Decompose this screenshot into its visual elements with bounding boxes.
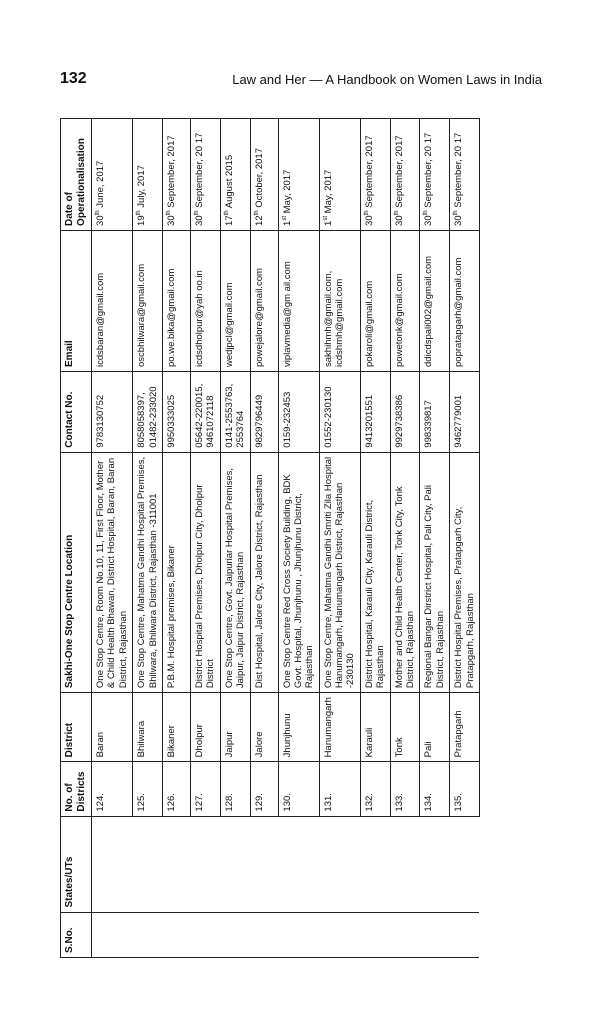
table-row	[220, 119, 250, 958]
date-suffix: th	[95, 210, 101, 216]
cell-sno	[162, 912, 190, 957]
cell-location: One Stop Centre Red Cross Society Building, BDK Govt. Hospital, Jhunjhunu , Jhunjhunu District, Rajasthan	[278, 452, 319, 692]
cell-district: Baran	[92, 693, 133, 762]
cell-contact: 9462779001	[450, 371, 480, 452]
table-row	[319, 119, 360, 958]
cell-contact: 9929738386	[390, 371, 420, 452]
cell-email: viplavmedia@gm ail.com	[278, 230, 319, 371]
cell-email: ddicdspali002@gmail.com	[420, 230, 450, 371]
cell-date	[92, 119, 133, 231]
table-row	[250, 119, 278, 958]
date-suffix: th	[193, 210, 200, 216]
cell-no: 135.	[450, 762, 480, 816]
header-location: Sakhi-One Stop Centre Location	[61, 452, 92, 692]
cell-sno	[190, 912, 220, 957]
cell-sno	[450, 912, 480, 957]
cell-contact: 05642-220015, 9461072118	[190, 371, 220, 452]
cell-date	[250, 119, 278, 231]
cell-location: One Stop Centre, Govt. Jaipuriar Hospital Premises, Jaipur, Jaipur District, Rajasthan	[220, 452, 250, 692]
cell-sno	[92, 912, 133, 957]
cell-district: Pratapgarh	[450, 693, 480, 762]
cell-date	[420, 119, 450, 231]
cell-sno	[360, 912, 390, 957]
table-row	[133, 119, 163, 958]
cell-state	[278, 816, 319, 912]
cell-no: 133.	[390, 762, 420, 816]
cell-date	[390, 119, 420, 231]
table-row	[278, 119, 319, 958]
date-suffix: th	[165, 210, 172, 216]
date-suffix: th	[453, 210, 460, 216]
cell-location: Dist Hospital, Jalore City, Jalore District, Rajasthan	[250, 452, 278, 692]
cell-email: po.we.bika@gmail.com	[162, 230, 190, 371]
cell-no: 129.	[250, 762, 278, 816]
date-day: 19	[136, 215, 148, 226]
header-state: States/UTs	[61, 816, 92, 912]
cell-contact: 8058058397, 01482-233020	[133, 371, 163, 452]
date-day: 17	[223, 215, 235, 226]
cell-email: powetonk@gmail.com	[390, 230, 420, 371]
cell-email: sakhihmh@gmail.com, icdshmh@gmail.com	[319, 230, 360, 371]
cell-location: One Stop Centre, Room No.10, 11, First Floor, Mother & Child Health Bhawan, District Hospital, Baran, Baran District, Rajasthan	[92, 452, 133, 692]
table-row	[190, 119, 220, 958]
cell-district: Tonk	[390, 693, 420, 762]
date-day: 30	[194, 215, 206, 226]
header-sno: S.No.	[61, 912, 92, 957]
date-rest: September, 20 17	[453, 132, 465, 211]
cell-state	[390, 816, 420, 912]
date-suffix: st	[281, 215, 288, 221]
cell-state	[190, 816, 220, 912]
cell-email: wedjpcl@gmail.com	[220, 230, 250, 371]
cell-state	[319, 816, 360, 912]
cell-state	[162, 816, 190, 912]
date-day: 30	[166, 215, 178, 226]
cell-state	[220, 816, 250, 912]
cell-date	[319, 119, 360, 231]
rotated-table-container	[60, 118, 542, 958]
cell-no: 132.	[360, 762, 390, 816]
date-rest: August 2015	[223, 154, 235, 211]
date-day: 30	[393, 215, 405, 226]
cell-state	[92, 816, 133, 912]
cell-location: One Stop Centre, Mahatma Gandhi Hospital Premises, Bhilwara, Bhilwara District, Rajasthan -311001	[133, 452, 163, 692]
cell-contact: 9783130752	[92, 371, 133, 452]
cell-date	[450, 119, 480, 231]
date-day: 30	[364, 215, 376, 226]
cell-district: Dholpur	[190, 693, 220, 762]
cell-state	[420, 816, 450, 912]
header-district: District	[61, 693, 92, 762]
page-number: 132	[60, 70, 87, 87]
table-row	[450, 119, 480, 958]
cell-date	[278, 119, 319, 231]
cell-location: District Hospital Premises, Dholpur City, Dholpur District	[190, 452, 220, 692]
cell-district: Hanumangarh	[319, 693, 360, 762]
cell-sno	[250, 912, 278, 957]
date-rest: September, 20 17	[194, 132, 206, 211]
cell-sno	[133, 912, 163, 957]
cell-date	[360, 119, 390, 231]
cell-sno	[319, 912, 360, 957]
date-suffix: th	[136, 210, 143, 216]
cell-contact: 9950333025	[162, 371, 190, 452]
cell-district: Pali	[420, 693, 450, 762]
cell-location: District Hospital Premises, Pratapgarh City, Pratapgarh, Rajasthan	[450, 452, 480, 692]
date-rest: July, 2017	[136, 165, 148, 211]
cell-no: 127.	[190, 762, 220, 816]
date-day: 1	[281, 220, 293, 226]
cell-email: icdsdholpur@yah oo.in	[190, 230, 220, 371]
cell-sno	[220, 912, 250, 957]
cell-no: 124.	[92, 762, 133, 816]
date-rest: September, 20 17	[423, 132, 435, 211]
cell-no: 126.	[162, 762, 190, 816]
date-suffix: th	[393, 210, 400, 216]
table-row	[390, 119, 420, 958]
cell-email: icdsbaran@gmail.com	[92, 230, 133, 371]
table-body	[92, 119, 480, 958]
date-suffix: th	[423, 210, 430, 216]
table-header-row	[61, 119, 92, 958]
cell-district: Jhunjhunu	[278, 693, 319, 762]
cell-state	[133, 816, 163, 912]
cell-district: Jaipur	[220, 693, 250, 762]
cell-date	[220, 119, 250, 231]
cell-district: Jalore	[250, 693, 278, 762]
cell-contact: 0141-2553763, 2553764	[220, 371, 250, 452]
date-day: 1	[322, 220, 334, 226]
cell-email: pokaroli@gmail.com	[360, 230, 390, 371]
rotated-table-frame	[60, 118, 542, 958]
cell-date	[133, 119, 163, 231]
cell-location: Regional Bangar Dirstrict Hospital, Pali City, Pali District, Rajasthan	[420, 452, 450, 692]
date-suffix: th	[223, 210, 230, 216]
running-header: Law and Her — A Handbook on Women Laws in India	[232, 72, 542, 87]
cell-location: P.B.M. Hospital premises, Bikaner	[162, 452, 190, 692]
table-row	[162, 119, 190, 958]
cell-district: Bikaner	[162, 693, 190, 762]
one-stop-centre-table	[60, 118, 480, 958]
date-day: 30	[423, 215, 435, 226]
cell-no: 125.	[133, 762, 163, 816]
cell-contact: 0159-232453	[278, 371, 319, 452]
date-rest: September, 2017	[364, 135, 376, 211]
cell-email: powejalore@gmail.com	[250, 230, 278, 371]
cell-no: 134.	[420, 762, 450, 816]
cell-district: Bhilwara	[133, 693, 163, 762]
cell-sno	[420, 912, 450, 957]
header-email: Email	[61, 230, 92, 371]
date-suffix: st	[322, 215, 329, 221]
date-suffix: th	[363, 210, 370, 216]
cell-district: Karauli	[360, 693, 390, 762]
date-rest: May, 2017	[322, 169, 334, 216]
cell-sno	[390, 912, 420, 957]
cell-sno	[278, 912, 319, 957]
cell-date	[190, 119, 220, 231]
cell-contact: 01552-230130	[319, 371, 360, 452]
table-row	[92, 119, 133, 958]
cell-state	[360, 816, 390, 912]
cell-email: oscbhilwara@gmail.com	[133, 230, 163, 371]
cell-email: popratapgarh@gmail.com	[450, 230, 480, 371]
date-rest: May, 2017	[281, 169, 293, 216]
header-no-districts: No. of Districts	[61, 762, 92, 816]
header-contact: Contact No.	[61, 371, 92, 452]
cell-contact: 9829796449	[250, 371, 278, 452]
date-rest: October, 2017	[253, 148, 265, 211]
cell-location: District Hospital, Karauli City, Karauli District, Rajasthan	[360, 452, 390, 692]
table-row	[420, 119, 450, 958]
cell-location: One Stop Centre, Mahatma Gandhi Smriti Zila Hospital Hanumangarh, Hanumangarh District, Rajasthan -230130	[319, 452, 360, 692]
cell-no: 130.	[278, 762, 319, 816]
header-date: Date of Operationalisation	[61, 119, 92, 231]
date-day: 12	[253, 215, 265, 226]
cell-no: 128.	[220, 762, 250, 816]
cell-contact: 9413201551	[360, 371, 390, 452]
cell-location: Mother and Child Health Center, Tonk City, Tonk District, Rajasthan	[390, 452, 420, 692]
cell-date	[162, 119, 190, 231]
date-day: 30	[95, 215, 107, 226]
cell-state	[250, 816, 278, 912]
date-day: 30	[453, 215, 465, 226]
table-row	[360, 119, 390, 958]
cell-contact: 998339817	[420, 371, 450, 452]
cell-no: 131.	[319, 762, 360, 816]
date-rest: September, 2017	[166, 135, 178, 211]
cell-state	[450, 816, 480, 912]
date-rest: June, 2017	[95, 160, 107, 211]
date-rest: September, 2017	[393, 135, 405, 211]
date-suffix: th	[253, 210, 260, 216]
